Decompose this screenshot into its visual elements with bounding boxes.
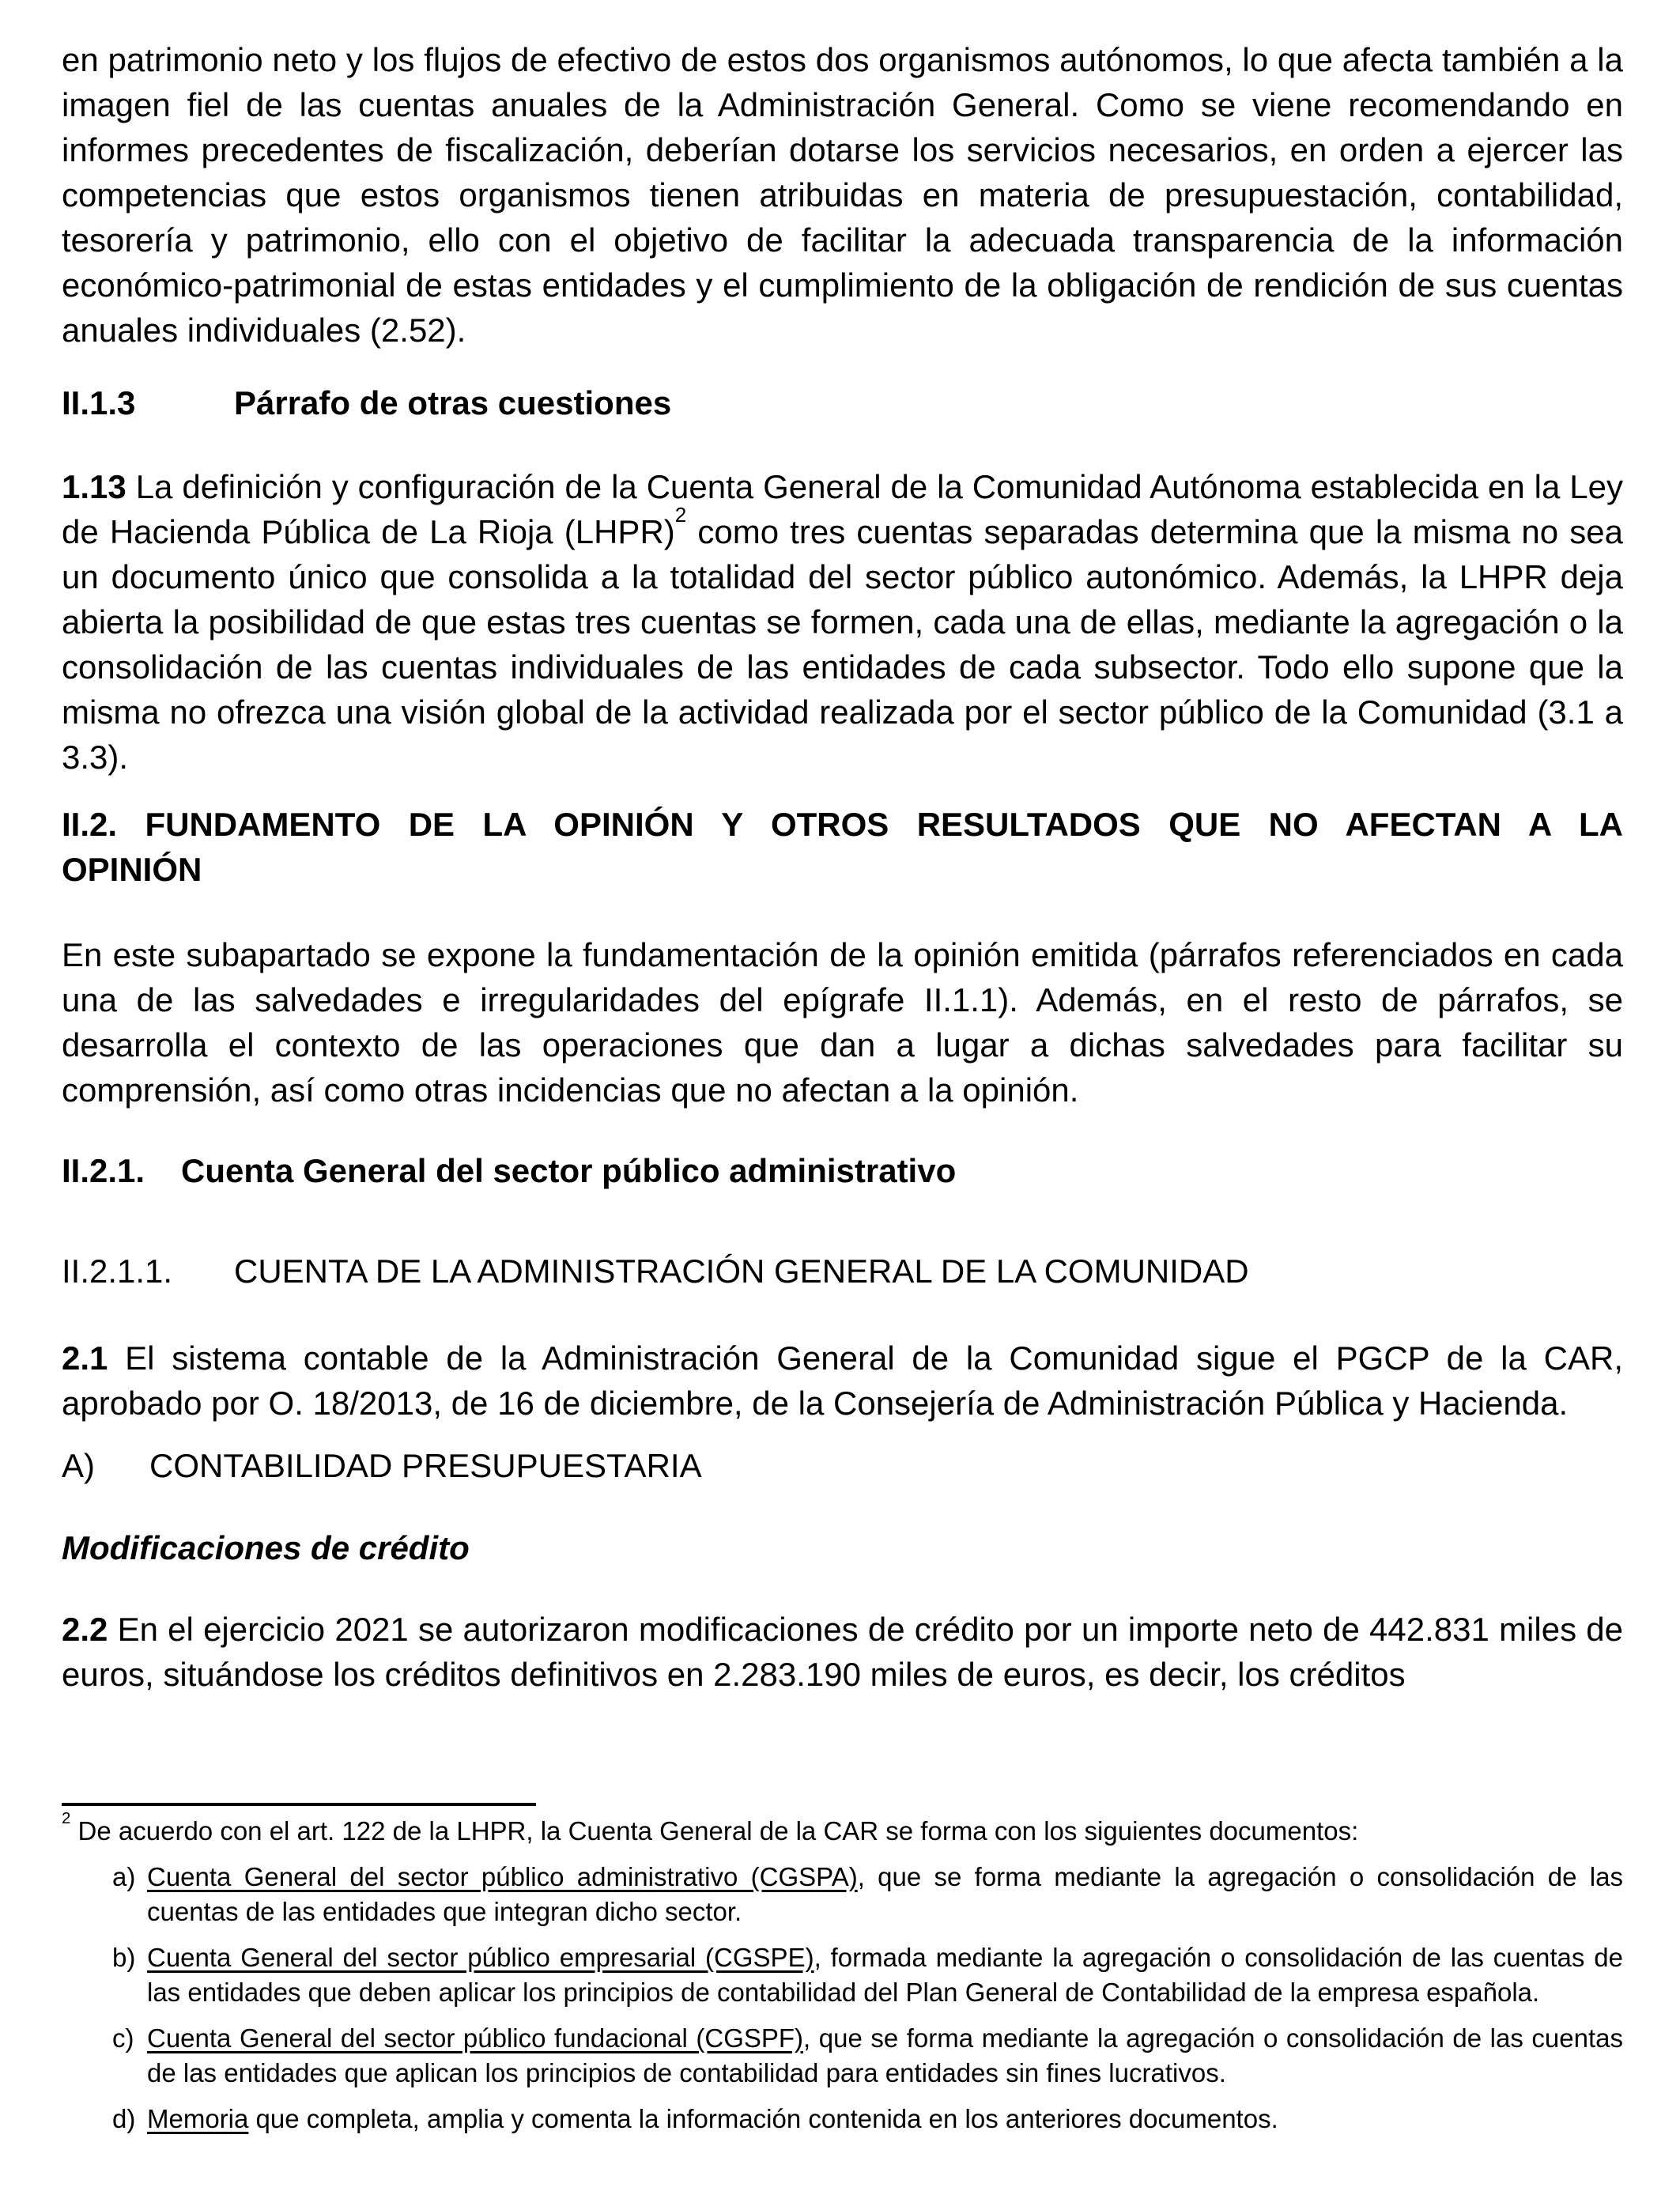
footnote-item-d-rest: que completa, amplia y comenta la información contenida en los anteriores documentos. [248,2104,1278,2133]
paragraph-2-2-text: En el ejercicio 2021 se autorizaron modificaciones de crédito por un importe neto de 442.831 miles de euros, situándose los créditos definitivos en 2.283.190 miles de euros, es decir, los créditos [62,1611,1623,1693]
footnote-item-a-letter: a) [112,1862,136,1891]
paragraph-2-2 [62,1607,1623,1697]
footnote-item-a-text [147,1860,1623,1929]
heading-II-2-1-number: II.2.1. [62,1152,145,1189]
paragraph-2-1-text: El sistema contable de la Administración General de la Comunidad sigue el PGCP de la CAR, aprobado por O. 18/2013, de 16 de diciembre, de la Consejería de Administración Pública y Hacienda. [62,1339,1623,1422]
heading-II-2-line1: FUNDAMENTO DE LA OPINIÓN Y OTROS RESULTADOS QUE NO AFECTAN A LA [145,806,1623,843]
heading-II-2-1-label: Cuenta General del sector público administrativo [181,1152,957,1189]
footnotes-section [62,1806,1623,2136]
footnote-item-b-underlined: Cuenta General del sector público empresarial (CGSPE) [147,1943,814,1972]
footnote-item-b-text [147,1940,1623,2010]
paragraph-subapartado: En este subapartado se expone la fundamentación de la opinión emitida (párrafos referenciados en cada una de las salvedades e irregularidades del epígrafe II.1.1). Además, en el resto de párrafos, se desarrolla el contexto de las operaciones que dan a lugar a dichas salvedades para facilitar su comprensión, así como otras incidencias que no afectan a la opinión. [62,936,1623,1109]
heading-II-2-1 [62,1148,1623,1193]
footnote-item-b [112,1940,1623,2010]
heading-II-2-1-1 [62,1249,1623,1294]
footnote-item-b-rest: , formada mediante la agregación o consolidación de las cuentas de las entidades que deben aplicar los principios de contabilidad del Plan General de Contabilidad de la empresa española. [147,1943,1623,2007]
heading-II-2-line2: OPINIÓN [62,851,202,888]
footnote-2-marker: 2 [62,1808,71,1827]
paragraph-2-2-number: 2.2 [62,1611,108,1648]
footnote-item-c-text [147,2021,1623,2091]
heading-A-number: A) [62,1447,95,1484]
heading-modificaciones: Modificaciones de crédito [62,1529,470,1566]
footnote-2-intro-text: De acuerdo con el art. 122 de la LHPR, la Cuenta General de la CAR se forma con los siguientes documentos: [70,1816,1359,1846]
footnote-item-c-letter: c) [112,2023,134,2053]
footnote-2 [62,1808,1623,1849]
footnote-item-d-underlined: Memoria [147,2104,249,2133]
heading-II-1-3-number: II.1.3 [62,384,136,421]
heading-II-2-number: II.2. [62,806,118,843]
paragraph-1-13-text-after-ref: como tres cuentas separadas determina que la misma no sea un documento único que consolida a la totalidad del sector público autonómico. Además, la LHPR deja abierta la posibilidad de que estas tres cuentas se formen, cada una de ellas, mediante la agregación o la consolidación de las cuentas individuales de las entidades de cada subsector. Todo ello supone que la misma no ofrezca una visión global de la actividad realizada por el sector público de la Comunidad (3.1 a 3.3). [62,513,1623,776]
footnote-item-b-letter: b) [112,1943,136,1972]
footnote-item-c [112,2021,1623,2091]
footnote-ref-2: 2 [674,503,687,527]
heading-A [62,1443,1623,1488]
footnote-item-a-underlined: Cuenta General del sector público administrativo (CGSPA) [147,1862,858,1891]
paragraph-1-13 [62,464,1623,780]
footnote-item-a-rest: , que se forma mediante la agregación o consolidación de las cuentas de las entidades que integran dicho sector. [147,1862,1623,1926]
heading-II-1-3 [62,380,1623,425]
heading-II-2-1-1-number: II.2.1.1. [62,1252,173,1290]
paragraph-2-1 [62,1336,1623,1426]
paragraph-1-13-number: 1.13 [62,468,126,505]
heading-II-1-3-label: Párrafo de otras cuestiones [234,384,672,421]
footnote-item-d-letter: d) [112,2104,136,2133]
heading-II-2 [62,802,1623,892]
paragraph-1-13-text-before-ref: La definición y configuración de la Cuenta General de la Comunidad Autónoma establecida en la Ley de Hacienda Pública de La Rioja (LHPR) [62,468,1623,550]
paragraph-continuation: en patrimonio neto y los flujos de efectivo de estos dos organismos autónomos, lo que afecta también a la imagen fiel de las cuentas anuales de la Administración General. Como se viene recomendando en informes precedentes de fiscalización, deberían dotarse los servicios necesarios, en orden a ejercer las competencias que estos organismos tienen atribuidas en materia de presupuestación, contabilidad, tesorería y patrimonio, ello con el objetivo de facilitar la adecuada transparencia de la información económico-patrimonial de estas entidades y el cumplimiento de la obligación de rendición de sus cuentas anuales individuales (2.52). [62,41,1623,349]
footnote-item-d-text [147,2102,1623,2136]
paragraph-2-1-number: 2.1 [62,1339,108,1377]
heading-II-2-1-1-label: CUENTA DE LA ADMINISTRACIÓN GENERAL DE LA COMUNIDAD [234,1252,1249,1290]
footnote-item-c-underlined: Cuenta General del sector público fundacional (CGSPF) [147,2023,804,2053]
footnote-item-c-rest: , que se forma mediante la agregación o consolidación de las cuentas de las entidades que aplican los principios de contabilidad para entidades sin fines lucrativos. [147,2023,1623,2087]
footnote-item-a [112,1860,1623,1929]
footnote-item-d [112,2102,1623,2136]
heading-A-label: CONTABILIDAD PRESUPUESTARIA [149,1447,702,1484]
